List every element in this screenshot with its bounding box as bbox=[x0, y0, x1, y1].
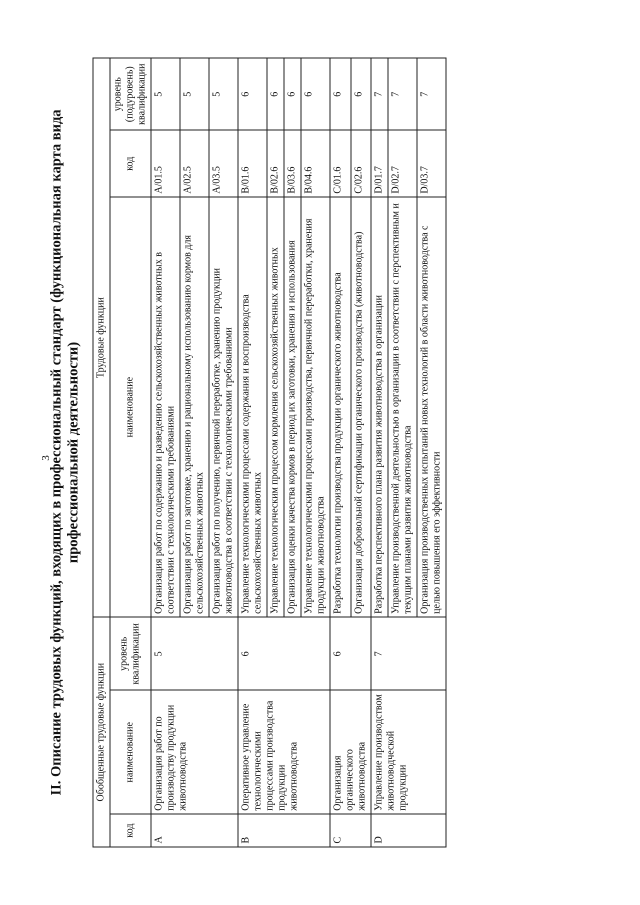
column-header-row bbox=[110, 58, 151, 847]
group-name: Организация органического животноводства bbox=[330, 690, 371, 814]
table-row bbox=[238, 58, 267, 847]
function-name: Разработка технологии производства продукции органического животноводства bbox=[330, 197, 351, 617]
function-level: 7 bbox=[388, 58, 417, 130]
function-name: Управление производственной деятельностью в организации в соответствии с перспективным и текущим планами развития животноводства bbox=[388, 197, 417, 617]
group-code: D bbox=[371, 814, 446, 847]
function-level: 5 bbox=[209, 58, 238, 130]
heading-line-1: II. Описание трудовых функций, входящих в профессиональный стандарт (функциональная карта вида bbox=[48, 109, 65, 796]
function-level: 6 bbox=[267, 58, 284, 130]
functional-map-table bbox=[93, 58, 447, 848]
col-qual-level: уровень квалификации bbox=[110, 617, 151, 690]
group-level: 6 bbox=[238, 617, 330, 690]
function-name: Разработка перспективного плана развития животноводства в организации bbox=[371, 197, 388, 617]
function-name: Управление технологическими процессами содержания и воспроизводства сельскохозяйственных животных bbox=[238, 197, 267, 617]
function-level: 5 bbox=[151, 58, 180, 130]
function-level: 5 bbox=[180, 58, 209, 130]
table-body bbox=[151, 58, 446, 847]
labor-functions-header: Трудовые функции bbox=[93, 58, 110, 617]
group-level: 5 bbox=[151, 617, 238, 690]
function-code: B/03.6 bbox=[284, 130, 301, 197]
function-level: 6 bbox=[301, 58, 330, 130]
function-name: Организация добровольной сертификации органического производства (животноводства) bbox=[351, 197, 372, 617]
function-code: A/03.5 bbox=[209, 130, 238, 197]
function-level: 7 bbox=[417, 58, 446, 130]
function-code: B/02.6 bbox=[267, 130, 284, 197]
function-code: B/01.6 bbox=[238, 130, 267, 197]
function-name: Организация работ по заготовке, хранению и рациональному использованию кормов для сельскохозяйственных животных bbox=[180, 197, 209, 617]
table-row bbox=[330, 58, 351, 847]
generalized-functions-header: Обобщенные трудовые функции bbox=[93, 617, 110, 847]
function-name: Организация работ по получению, первичной переработке, хранению продукции животноводства в соответствии с технологическими требованиями bbox=[209, 197, 238, 617]
section-heading bbox=[49, 53, 83, 853]
heading-line-2: профессиональной деятельности) bbox=[65, 341, 82, 564]
function-code: D/01.7 bbox=[371, 130, 388, 197]
group-name: Оперативное управление технологическими процессами производства продукции животноводства bbox=[238, 690, 330, 814]
group-code: C bbox=[330, 814, 371, 847]
function-code: D/02.7 bbox=[388, 130, 417, 197]
col-tf-code: код bbox=[110, 130, 151, 197]
col-name: наименование bbox=[110, 690, 151, 814]
function-code: C/01.6 bbox=[330, 130, 351, 197]
function-level: 6 bbox=[330, 58, 351, 130]
function-code: D/03.7 bbox=[417, 130, 446, 197]
function-level: 6 bbox=[284, 58, 301, 130]
group-code: B bbox=[238, 814, 330, 847]
rotated-content bbox=[43, 53, 598, 853]
function-code: C/02.6 bbox=[351, 130, 372, 197]
function-level: 7 bbox=[371, 58, 388, 130]
function-code: B/04.6 bbox=[301, 130, 330, 197]
function-level: 6 bbox=[238, 58, 267, 130]
function-name: Организация оценки качества кормов в период их заготовки, хранения и использования bbox=[284, 197, 301, 617]
function-name: Организация производственных испытаний новых технологий в области животноводства с целью повышения его эффективности bbox=[417, 197, 446, 617]
table-row bbox=[371, 58, 388, 847]
col-code: код bbox=[110, 814, 151, 847]
table-row bbox=[151, 58, 180, 847]
col-tf-level: уровень (подуровень) квалификации bbox=[110, 58, 151, 130]
col-tf-name: наименование bbox=[110, 197, 151, 617]
function-name: Управление технологическим процессом кормления сельскохозяйственных животных bbox=[267, 197, 284, 617]
function-name: Организация работ по содержанию и разведению сельскохозяйственных животных в соответствии с технологическими требованиями bbox=[151, 197, 180, 617]
function-name: Управление технологическими процессами производства, первичной переработки, хранения продукции животноводства bbox=[301, 197, 330, 617]
function-code: A/02.5 bbox=[180, 130, 209, 197]
group-code: A bbox=[151, 814, 238, 847]
group-header-row bbox=[93, 58, 110, 847]
group-name: Управление производством животноводческой продукции bbox=[371, 690, 446, 814]
group-level: 7 bbox=[371, 617, 446, 690]
function-level: 6 bbox=[351, 58, 372, 130]
group-name: Организация работ по производству продукции животноводства bbox=[151, 690, 238, 814]
function-code: A/01.5 bbox=[151, 130, 180, 197]
page-number: 3 bbox=[40, 455, 52, 461]
group-level: 6 bbox=[330, 617, 371, 690]
